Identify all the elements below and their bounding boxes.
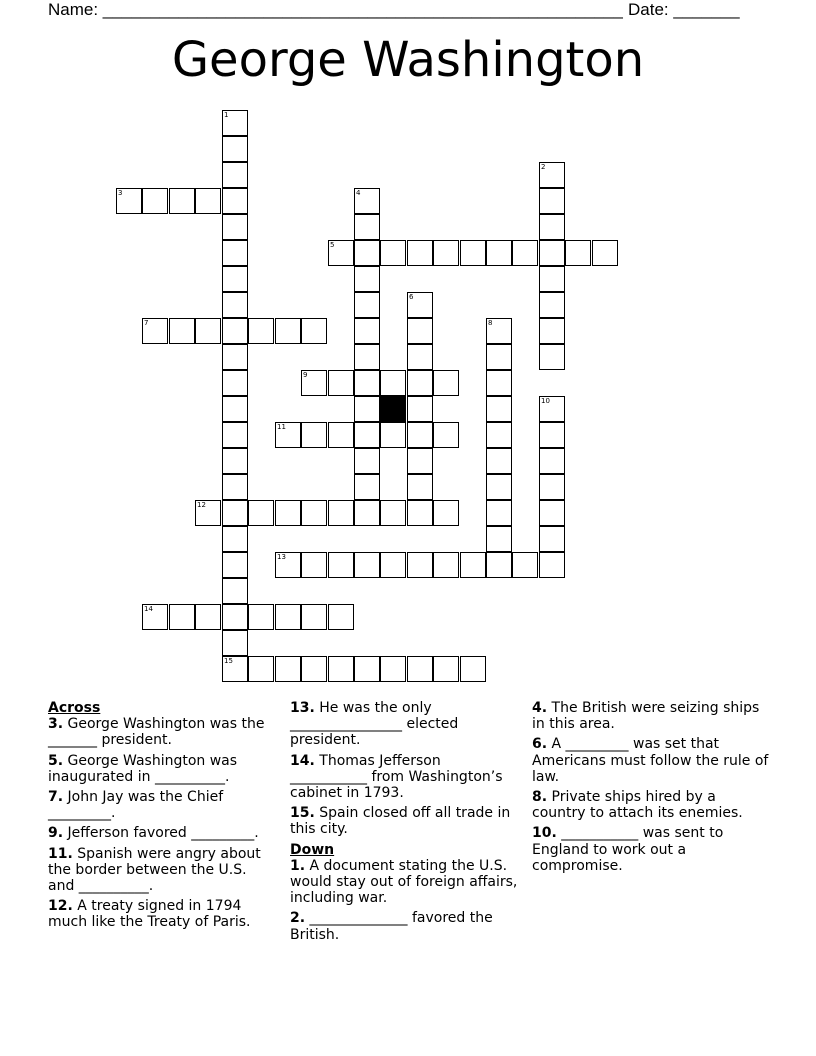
- grid-cell[interactable]: [275, 422, 301, 448]
- grid-cell[interactable]: [380, 656, 406, 682]
- grid-cell[interactable]: [354, 422, 380, 448]
- grid-cell[interactable]: [354, 318, 380, 344]
- grid-cell[interactable]: [380, 422, 406, 448]
- grid-cell[interactable]: [222, 656, 248, 682]
- grid-cell[interactable]: [433, 656, 459, 682]
- grid-cell[interactable]: [222, 422, 248, 448]
- grid-cell[interactable]: [486, 370, 512, 396]
- grid-cell[interactable]: [354, 500, 380, 526]
- grid-cell[interactable]: [433, 240, 459, 266]
- grid-cell[interactable]: [354, 448, 380, 474]
- grid-cell[interactable]: [565, 240, 591, 266]
- clue-number: 8: [488, 319, 493, 327]
- grid-cell[interactable]: [486, 474, 512, 500]
- grid-cell[interactable]: [354, 240, 380, 266]
- grid-cell[interactable]: [275, 656, 301, 682]
- grid-cell[interactable]: [539, 396, 565, 422]
- grid-cell[interactable]: [433, 422, 459, 448]
- grid-cell[interactable]: [195, 500, 221, 526]
- across-heading: Across: [48, 700, 101, 716]
- grid-cell[interactable]: [486, 318, 512, 344]
- grid-cell[interactable]: [407, 344, 433, 370]
- puzzle-title: George Washington: [171, 32, 645, 88]
- grid-cell[interactable]: [539, 240, 565, 266]
- grid-cell[interactable]: [222, 370, 248, 396]
- clue-down-4: 4. The British were seizing ships in this area.: [532, 700, 760, 733]
- grid-cell[interactable]: [328, 604, 354, 630]
- clue-across-5: 5. George Washington was inaugurated in __________.: [48, 752, 238, 785]
- grid-cell[interactable]: [407, 240, 433, 266]
- grid-cell[interactable]: [222, 448, 248, 474]
- clue-number: 13: [277, 553, 286, 561]
- grid-cell[interactable]: [380, 500, 406, 526]
- grid-cell[interactable]: [222, 110, 248, 136]
- grid-cell[interactable]: [354, 214, 380, 240]
- grid-cell[interactable]: [433, 370, 459, 396]
- grid-cell[interactable]: [222, 526, 248, 552]
- grid-cell[interactable]: [328, 422, 354, 448]
- grid-cell[interactable]: [407, 448, 433, 474]
- grid-cell[interactable]: [512, 240, 538, 266]
- grid-cell[interactable]: [539, 162, 565, 188]
- clue-number: 2: [541, 163, 546, 171]
- clue-down-6: 6. A _________ was set that Americans must follow the rule of law.: [532, 736, 769, 785]
- grid-cell[interactable]: [301, 370, 327, 396]
- grid-cell[interactable]: [486, 396, 512, 422]
- grid-cell[interactable]: [328, 500, 354, 526]
- grid-cell[interactable]: [301, 422, 327, 448]
- grid-cell[interactable]: [460, 656, 486, 682]
- name-field[interactable]: Name: _______________________________________________________: [48, 0, 623, 19]
- grid-cell[interactable]: [354, 396, 380, 422]
- grid-cell[interactable]: [222, 136, 248, 162]
- grid-cell[interactable]: [486, 344, 512, 370]
- grid-cell[interactable]: [486, 448, 512, 474]
- grid-cell[interactable]: [275, 500, 301, 526]
- grid-cell[interactable]: [539, 318, 565, 344]
- grid-cell[interactable]: [222, 188, 248, 214]
- grid-cell[interactable]: [301, 656, 327, 682]
- grid-cell[interactable]: [328, 370, 354, 396]
- grid-cell[interactable]: [460, 240, 486, 266]
- grid-cell[interactable]: [354, 188, 380, 214]
- grid-cell[interactable]: [539, 552, 565, 578]
- grid-cell[interactable]: [222, 240, 248, 266]
- clue-across-3: 3. George Washington was the _______ president.: [48, 716, 265, 749]
- grid-cell[interactable]: [354, 656, 380, 682]
- grid-cell[interactable]: [539, 448, 565, 474]
- grid-cell[interactable]: [142, 604, 168, 630]
- clue-number: 9: [303, 371, 308, 379]
- grid-cell[interactable]: [275, 318, 301, 344]
- grid-cell[interactable]: [433, 552, 459, 578]
- grid-cell[interactable]: [222, 578, 248, 604]
- grid-cell[interactable]: [407, 552, 433, 578]
- grid-cell[interactable]: [169, 604, 195, 630]
- grid-cell[interactable]: [222, 474, 248, 500]
- grid-cell[interactable]: [354, 474, 380, 500]
- grid-cell[interactable]: [539, 422, 565, 448]
- black-cell: [380, 396, 406, 422]
- grid-cell[interactable]: [539, 474, 565, 500]
- grid-cell[interactable]: [539, 292, 565, 318]
- clue-across-14: 14. Thomas Jefferson ___________ from Washington’s cabinet in 1793.: [290, 752, 503, 802]
- clue-down-2: 2. ______________ favored the British.: [290, 910, 493, 943]
- grid-cell[interactable]: [486, 552, 512, 578]
- clue-down-10: 10. ___________ was sent to England to work out a compromise.: [532, 825, 724, 874]
- grid-cell[interactable]: [407, 370, 433, 396]
- grid-cell[interactable]: [460, 552, 486, 578]
- grid-cell[interactable]: [195, 318, 221, 344]
- grid-cell[interactable]: [380, 370, 406, 396]
- grid-cell[interactable]: [222, 630, 248, 656]
- grid-cell[interactable]: [407, 656, 433, 682]
- grid-cell[interactable]: [275, 604, 301, 630]
- clue-number: 15: [224, 657, 233, 665]
- grid-cell[interactable]: [539, 500, 565, 526]
- grid-cell[interactable]: [407, 500, 433, 526]
- grid-cell[interactable]: [222, 552, 248, 578]
- grid-cell[interactable]: [433, 500, 459, 526]
- clue-number: 3: [118, 189, 123, 197]
- grid-cell[interactable]: [486, 422, 512, 448]
- grid-cell[interactable]: [248, 500, 274, 526]
- grid-cell[interactable]: [354, 552, 380, 578]
- clue-number: 7: [144, 319, 149, 327]
- grid-cell[interactable]: [301, 500, 327, 526]
- grid-cell[interactable]: [354, 292, 380, 318]
- grid-cell[interactable]: [222, 500, 248, 526]
- grid-cell[interactable]: [116, 188, 142, 214]
- clue-across-15: 15. Spain closed off all trade in this city.: [290, 805, 511, 838]
- down-heading: Down: [290, 841, 335, 858]
- grid-cell[interactable]: [248, 656, 274, 682]
- clue-across-9: 9. Jefferson favored _________.: [48, 825, 259, 842]
- clue-number: 12: [197, 501, 206, 509]
- clues-column-3: [532, 700, 772, 878]
- grid-cell[interactable]: [407, 292, 433, 318]
- grid-cell[interactable]: [222, 266, 248, 292]
- grid-cell[interactable]: [222, 318, 248, 344]
- grid-cell[interactable]: [380, 552, 406, 578]
- grid-cell[interactable]: [248, 604, 274, 630]
- grid-cell[interactable]: [512, 552, 538, 578]
- grid-cell[interactable]: [486, 500, 512, 526]
- grid-cell[interactable]: [328, 656, 354, 682]
- clues-column-1: [48, 700, 276, 935]
- clue-number: 10: [541, 397, 550, 405]
- grid-cell[interactable]: [301, 318, 327, 344]
- grid-cell[interactable]: [275, 552, 301, 578]
- grid-cell[interactable]: [407, 318, 433, 344]
- grid-cell[interactable]: [195, 604, 221, 630]
- clue-number: 4: [356, 189, 361, 197]
- date-field[interactable]: Date: _______: [628, 0, 740, 19]
- grid-cell[interactable]: [486, 526, 512, 552]
- clue-down-8: 8. Private ships hired by a country to attach its enemies.: [532, 789, 743, 822]
- grid-cell[interactable]: [407, 474, 433, 500]
- grid-cell[interactable]: [539, 266, 565, 292]
- grid-cell[interactable]: [142, 318, 168, 344]
- grid-cell[interactable]: [592, 240, 618, 266]
- grid-cell[interactable]: [169, 318, 195, 344]
- grid-cell[interactable]: [301, 604, 327, 630]
- grid-cell[interactable]: [222, 344, 248, 370]
- clue-across-11: 11. Spanish were angry about the border between the U.S. and __________.: [48, 845, 261, 895]
- grid-cell[interactable]: [539, 344, 565, 370]
- grid-cell[interactable]: [354, 344, 380, 370]
- clue-number: 5: [330, 241, 335, 249]
- grid-cell[interactable]: [222, 604, 248, 630]
- clue-across-12: 12. A treaty signed in 1794 much like the Treaty of Paris.: [48, 898, 251, 931]
- clue-across-13: 13. He was the only ________________ elected president.: [290, 700, 459, 749]
- grid-cell[interactable]: [222, 292, 248, 318]
- grid-cell[interactable]: [486, 240, 512, 266]
- grid-cell[interactable]: [354, 266, 380, 292]
- grid-cell[interactable]: [142, 188, 168, 214]
- clue-number: 11: [277, 423, 286, 431]
- grid-cell[interactable]: [407, 422, 433, 448]
- grid-cell[interactable]: [328, 552, 354, 578]
- clue-number: 6: [409, 293, 414, 301]
- grid-cell[interactable]: [380, 240, 406, 266]
- grid-cell[interactable]: [539, 526, 565, 552]
- grid-cell[interactable]: [222, 214, 248, 240]
- grid-cell[interactable]: [222, 162, 248, 188]
- grid-cell[interactable]: [169, 188, 195, 214]
- grid-cell[interactable]: [248, 318, 274, 344]
- clue-across-7: 7. John Jay was the Chief _________.: [48, 789, 224, 822]
- grid-cell[interactable]: [354, 370, 380, 396]
- clue-number: 14: [144, 605, 153, 613]
- grid-cell[interactable]: [328, 240, 354, 266]
- grid-cell[interactable]: [539, 214, 565, 240]
- grid-cell[interactable]: [539, 188, 565, 214]
- clue-number: 1: [224, 111, 229, 119]
- grid-cell[interactable]: [407, 396, 433, 422]
- grid-cell[interactable]: [301, 552, 327, 578]
- grid-cell[interactable]: [222, 396, 248, 422]
- clue-down-1: 1. A document stating the U.S. would stay out of foreign affairs, including war.: [290, 857, 518, 907]
- clues-column-2: [290, 700, 518, 947]
- grid-cell[interactable]: [195, 188, 221, 214]
